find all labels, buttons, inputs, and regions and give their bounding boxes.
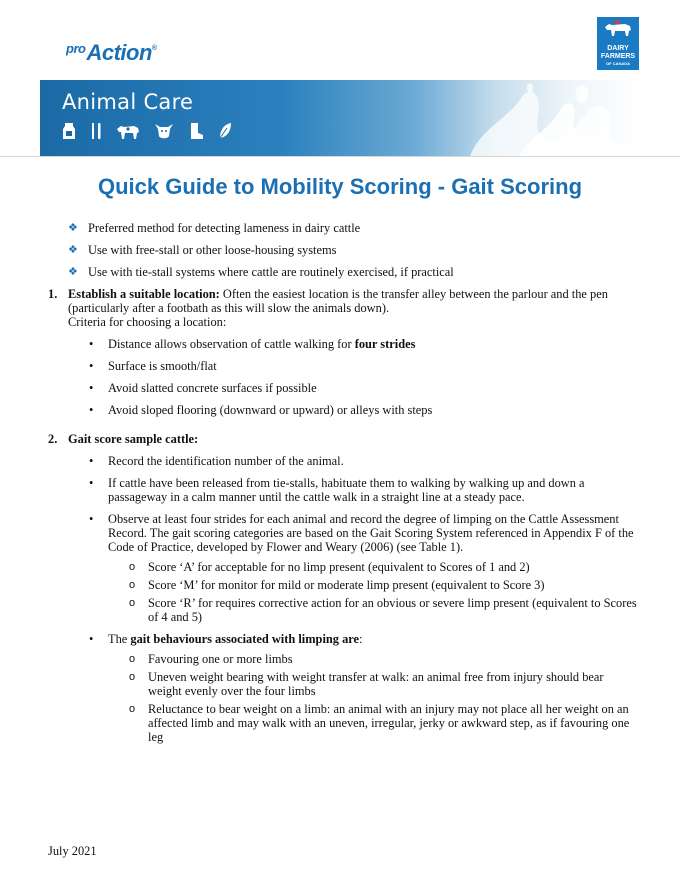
behaviour-text: Reluctance to bear weight on a limb: an animal with an injury may not place all her weight on an affected limb and may walk with an uneven, irregular, jerky or awkward step, as if favouring one leg xyxy=(148,702,630,744)
proaction-logo-prefix: pro xyxy=(66,41,86,56)
bullet-dot-icon: • xyxy=(89,359,94,373)
gait-step xyxy=(68,454,638,468)
banner-title: Animal Care xyxy=(62,90,194,114)
score-text: Score ‘R’ for requires corrective action for an obvious or severe limp present (equivalent to Scores of 4 and 5) xyxy=(148,596,637,624)
gait-step-colon: : xyxy=(359,632,363,646)
intro-bullet xyxy=(48,265,638,279)
criteria-text: Distance allows observation of cattle walking for xyxy=(108,337,355,351)
bullet-dot-icon: • xyxy=(89,512,94,526)
score-text: Score ‘M’ for monitor for mild or moderate limp present (equivalent to Score 3) xyxy=(148,578,545,592)
section-text: Often the easiest location is the transfer alley between the parlour and the pen (particularly after a footbath as this will slow the animals down). xyxy=(68,287,608,315)
section-establish-location xyxy=(48,287,638,417)
section-heading: Gait score sample cattle: xyxy=(68,432,199,446)
proaction-logo xyxy=(66,40,157,66)
intro-bullet xyxy=(48,221,638,235)
intro-bullet-text: Use with free-stall or other loose-housing systems xyxy=(88,243,337,257)
section-paragraph xyxy=(68,432,638,446)
bullet-dot-icon: • xyxy=(89,476,94,490)
bullet-dot-icon: • xyxy=(89,632,94,646)
dfc-logo-line-1: DAIRY xyxy=(607,45,629,52)
page-title: Quick Guide to Mobility Scoring - Gait Scoring xyxy=(97,174,583,199)
gait-step-text: Record the identification number of the animal. xyxy=(108,454,344,468)
behaviour-item xyxy=(108,670,638,698)
dairy-farmers-of-canada-logo xyxy=(597,17,639,70)
section-number: 1. xyxy=(48,287,58,301)
circle-bullet-icon: o xyxy=(129,561,136,573)
circle-bullet-icon: o xyxy=(129,579,136,591)
cow-silhouette-icon xyxy=(603,18,633,38)
gait-steps-list xyxy=(68,454,638,744)
section-heading: Establish a suitable location: xyxy=(68,287,220,301)
milk-carton-icon xyxy=(62,122,76,140)
footer-date: July 2021 xyxy=(48,844,97,858)
dfc-logo-line-3: OF CANADA xyxy=(606,61,630,66)
boot-icon xyxy=(188,122,204,140)
proaction-logo-mark: ® xyxy=(151,45,157,52)
criteria-emphasis: four strides xyxy=(354,337,416,351)
section-gait-score xyxy=(48,432,638,744)
criteria-text: Avoid slatted concrete surfaces if possible xyxy=(108,381,317,395)
behaviour-text: Uneven weight bearing with weight transfer at walk: an animal free from injury should bear weight evenly over the four limbs xyxy=(148,670,604,698)
circle-bullet-icon: o xyxy=(129,597,136,609)
circle-bullet-icon: o xyxy=(129,703,136,715)
section-number: 2. xyxy=(48,432,58,446)
criteria-list xyxy=(68,337,638,417)
criteria-text: Surface is smooth/flat xyxy=(108,359,217,373)
score-text: Score ‘A’ for acceptable for no limp present (equivalent to Scores of 1 and 2) xyxy=(148,560,530,574)
leaf-icon xyxy=(218,122,232,140)
gait-step-emphasis: gait behaviours associated with limping are xyxy=(130,632,360,646)
gait-step-text: If cattle have been released from tie-stalls, habituate them to walking by walking up and down a passageway in a calm manner until the cattle walk in a straight line at a steady pace. xyxy=(108,476,585,504)
behaviour-item xyxy=(108,652,638,666)
bullet-dot-icon: • xyxy=(89,403,94,417)
criteria-item xyxy=(68,381,638,395)
intro-bullet-text: Preferred method for detecting lameness in dairy cattle xyxy=(88,221,361,235)
bullet-dot-icon: • xyxy=(89,381,94,395)
behaviour-list xyxy=(108,652,638,744)
dfc-logo-line-2: FARMERS xyxy=(600,53,636,60)
header-divider xyxy=(0,156,680,157)
score-item xyxy=(108,596,638,624)
gait-step xyxy=(68,632,638,744)
utensils-icon xyxy=(90,122,102,140)
gait-step xyxy=(68,476,638,504)
criteria-item xyxy=(68,359,638,373)
behaviour-item xyxy=(108,702,638,744)
bullet-dot-icon: • xyxy=(89,454,94,468)
cow-icon xyxy=(116,122,140,140)
intro-bullet-list xyxy=(48,221,638,279)
banner-icon-row xyxy=(62,122,232,140)
bullet-dot-icon: • xyxy=(89,337,94,351)
score-item xyxy=(108,560,638,574)
proaction-logo-word: Action xyxy=(86,40,152,65)
diamond-bullet-icon: ❖ xyxy=(68,222,78,234)
milk-splash-graphic xyxy=(410,80,640,156)
section-paragraph xyxy=(68,287,638,315)
score-list xyxy=(108,560,638,624)
criteria-intro: Criteria for choosing a location: xyxy=(68,315,227,329)
circle-bullet-icon: o xyxy=(129,671,136,683)
gait-step-text: The xyxy=(108,632,131,646)
behaviour-text: Favouring one or more limbs xyxy=(148,652,293,666)
diamond-bullet-icon: ❖ xyxy=(68,244,78,256)
intro-bullet xyxy=(48,243,638,257)
score-item xyxy=(108,578,638,592)
gait-step xyxy=(68,512,638,624)
intro-bullet-text: Use with tie-stall systems where cattle are routinely exercised, if practical xyxy=(88,265,454,279)
document-body xyxy=(48,221,638,752)
criteria-item xyxy=(68,337,638,351)
circle-bullet-icon: o xyxy=(129,653,136,665)
diamond-bullet-icon: ❖ xyxy=(68,266,78,278)
gait-step-text: Observe at least four strides for each animal and record the degree of limping on the Cattle Assessment Record. The gait scoring categories are based on the Gait Scoring System referenced in Appendix F of the Code of Practice, developed by Flower and Weary (2006) (see Table 1). xyxy=(108,512,634,554)
criteria-text: Avoid sloped flooring (downward or upward) or alleys with steps xyxy=(108,403,433,417)
criteria-item xyxy=(68,403,638,417)
animal-care-banner xyxy=(40,80,640,156)
cow-head-icon xyxy=(154,122,174,140)
